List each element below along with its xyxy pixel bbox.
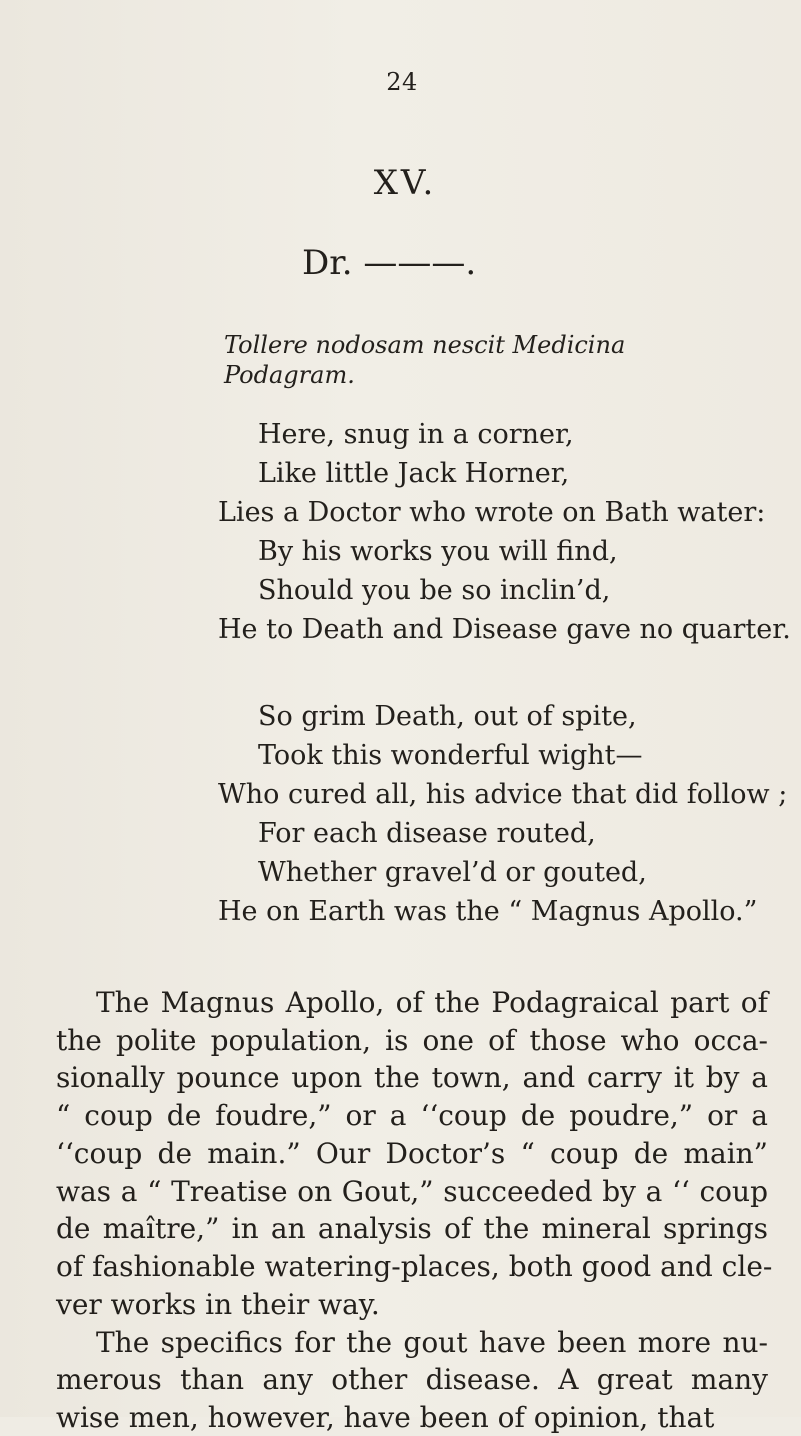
verse-line: For each disease routed, xyxy=(258,818,596,849)
verse-line: Lies a Doctor who wrote on Bath water: xyxy=(218,497,766,528)
paragraph-line: of fashionable watering-places, both good and cle- xyxy=(56,1250,773,1284)
verse-line: By his works you will find, xyxy=(258,536,618,567)
verse-line: Whether gravel’d or gouted, xyxy=(258,857,647,888)
verse-line: Like little Jack Horner, xyxy=(258,458,570,489)
verse-line: Here, snug in a corner, xyxy=(258,419,574,450)
verse-line: Took this wonderful wight— xyxy=(258,740,643,771)
paragraph-line: sionally pounce upon the town, and carry it by a xyxy=(56,1061,768,1095)
verse-line: Should you be so inclin’d, xyxy=(258,575,611,606)
paragraph-line: the polite population, is one of those who occa- xyxy=(56,1023,768,1057)
paragraph-line: wise men, however, have been of opinion, that xyxy=(56,1401,715,1434)
verse-line: He on Earth was the “ Magnus Apollo.” xyxy=(218,896,758,927)
paragraph-line: ver works in their way. xyxy=(56,1287,380,1321)
verse-line: Who cured all, his advice that did follow ; xyxy=(218,779,788,810)
paragraph-line: merous than any other disease. A great many xyxy=(56,1363,768,1397)
verse-line: He to Death and Disease gave no quarter. xyxy=(218,614,791,645)
verse-line: So grim Death, out of spite, xyxy=(258,701,637,732)
latin-epigraph: Tollere nodosam nescit Medicina Podagram. xyxy=(224,331,626,389)
paragraph-line: ‘‘coup de main.” Our Doctor’s “ coup de main” xyxy=(56,1136,768,1170)
paragraph-line: was a “ Treatise on Gout,” succeeded by a ‘‘ coup xyxy=(56,1174,768,1208)
paragraph-line: de maître,” in an analysis of the mineral springs xyxy=(56,1212,768,1246)
section-number: XV. xyxy=(373,163,437,203)
paragraph-line: The specifics for the gout have been more nu- xyxy=(96,1325,768,1359)
heading-name: Dr. ———. xyxy=(302,243,477,283)
paragraph-line: “ coup de foudre,” or a ‘‘coup de poudre,” or a xyxy=(56,1099,768,1133)
paragraph-line: The Magnus Apollo, of the Podagraical part of xyxy=(96,986,768,1019)
page-number: 24 xyxy=(386,68,418,96)
